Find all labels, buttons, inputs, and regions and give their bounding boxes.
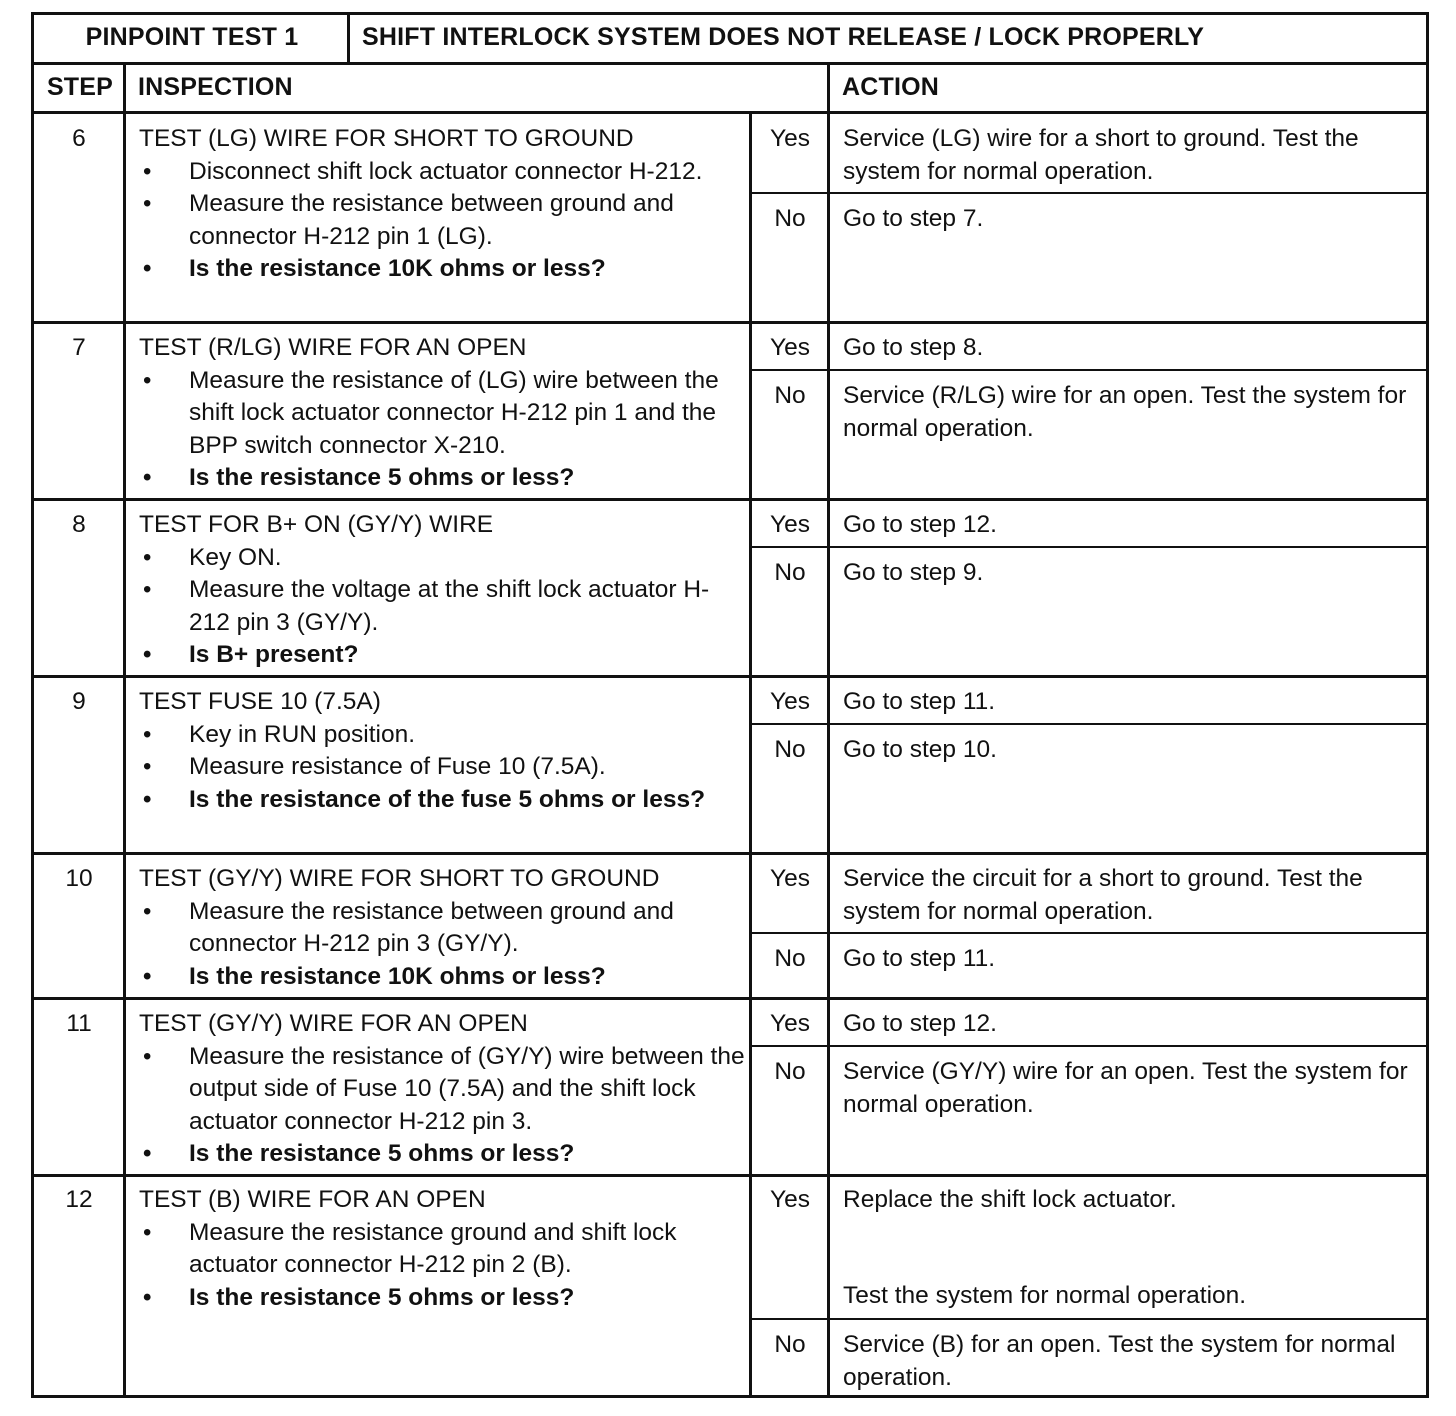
column-header-inspection: INSPECTION <box>138 73 293 101</box>
no-label: No <box>774 382 806 409</box>
step-number: 6 <box>72 125 86 152</box>
no-action: Go to step 10. <box>843 736 997 763</box>
inspection-question: • Is the resistance 5 ohms or less? <box>139 462 749 495</box>
step-number: 9 <box>72 688 86 715</box>
yes-action-followup: Test the system for normal operation. <box>843 1282 1247 1309</box>
column-header-rule <box>34 111 1426 114</box>
inspection-bullet: • Disconnect shift lock actuator connector H-212. <box>139 156 749 189</box>
inspection-question: • Is B+ present? <box>139 639 749 672</box>
inspection-bullet: • Measure the resistance of (GY/Y) wire between the output side of Fuse 10 (7.5A) and the shift lock actuator connector H-212 pin 3. <box>139 1041 749 1139</box>
yes-no-rule <box>749 723 1426 725</box>
no-label: No <box>774 1331 806 1358</box>
step-rule <box>34 498 1426 501</box>
inspection-cell <box>139 686 749 816</box>
yes-no-rule <box>749 1318 1426 1320</box>
inspection-bullet: • Key in RUN position. <box>139 719 749 752</box>
yes-no-rule <box>749 932 1426 934</box>
inspection-question: • Is the resistance 10K ohms or less? <box>139 253 749 286</box>
inspection-bullet: • Measure the voltage at the shift lock actuator H-212 pin 3 (GY/Y). <box>139 574 749 639</box>
step-title: TEST (GY/Y) WIRE FOR AN OPEN <box>139 1010 528 1037</box>
no-label: No <box>774 205 806 232</box>
yes-no-rule <box>749 369 1426 371</box>
no-action: Service (R/LG) wire for an open. Test the system for normal operation. <box>843 382 1407 442</box>
step-number: 10 <box>65 865 93 892</box>
yes-label: Yes <box>770 334 810 361</box>
inspection-cell <box>139 332 749 495</box>
yes-action: Go to step 12. <box>843 1010 997 1037</box>
yes-label: Yes <box>770 865 810 892</box>
step-title: TEST (LG) WIRE FOR SHORT TO GROUND <box>139 125 634 152</box>
inspection-question: • Is the resistance 5 ohms or less? <box>139 1138 749 1171</box>
step-title: TEST FUSE 10 (7.5A) <box>139 688 381 715</box>
yes-action: Go to step 12. <box>843 511 997 538</box>
step-title: TEST FOR B+ ON (GY/Y) WIRE <box>139 511 494 538</box>
header-rule <box>34 62 1426 65</box>
no-label: No <box>774 1058 806 1085</box>
inspection-question: • Is the resistance 10K ohms or less? <box>139 961 749 994</box>
yes-action: Replace the shift lock actuator. <box>843 1186 1177 1213</box>
inspection-bullet: • Measure the resistance between ground and connector H-212 pin 1 (LG). <box>139 188 749 253</box>
inspection-bullet: • Measure the resistance between ground and connector H-212 pin 3 (GY/Y). <box>139 896 749 961</box>
yes-action: Go to step 11. <box>843 688 996 715</box>
step-rule <box>34 321 1426 324</box>
no-label: No <box>774 945 806 972</box>
inspection-cell <box>139 863 749 993</box>
yes-action: Go to step 8. <box>843 334 984 361</box>
yes-label: Yes <box>770 511 810 538</box>
yes-label: Yes <box>770 688 810 715</box>
yes-label: Yes <box>770 1010 810 1037</box>
no-action: Go to step 7. <box>843 205 984 232</box>
step-rule <box>34 997 1426 1000</box>
yes-no-rule <box>749 192 1426 194</box>
column-header-action: ACTION <box>842 73 940 101</box>
test-title: SHIFT INTERLOCK SYSTEM DOES NOT RELEASE / LOCK PROPERLY <box>362 23 1205 51</box>
inspection-question: • Is the resistance 5 ohms or less? <box>139 1282 749 1315</box>
yes-label: Yes <box>770 125 810 152</box>
header-divider <box>347 15 350 65</box>
column-header-step: STEP <box>46 73 114 101</box>
yes-no-rule <box>749 546 1426 548</box>
step-number: 11 <box>66 1010 92 1037</box>
yes-no-rule <box>749 1045 1426 1047</box>
yes-action: Service (LG) wire for a short to ground. Test the system for normal operation. <box>843 125 1359 185</box>
no-action: Go to step 9. <box>843 559 984 586</box>
step-number: 8 <box>72 511 86 538</box>
inspection-bullet: • Measure resistance of Fuse 10 (7.5A). <box>139 751 749 784</box>
step-number: 12 <box>65 1186 93 1213</box>
inspection-bullet: • Key ON. <box>139 542 749 575</box>
step-number: 7 <box>72 334 86 361</box>
inspection-cell <box>139 123 749 286</box>
no-action: Service (B) for an open. Test the system for normal operation. <box>843 1331 1396 1391</box>
inspection-cell <box>139 509 749 672</box>
inspection-cell <box>139 1184 749 1314</box>
step-rule <box>34 1174 1426 1177</box>
inspection-bullet: • Measure the resistance ground and shift lock actuator connector H-212 pin 2 (B). <box>139 1217 749 1282</box>
no-label: No <box>774 736 806 763</box>
inspection-cell <box>139 1008 749 1171</box>
pinpoint-test-table <box>31 12 1429 1398</box>
yes-label: Yes <box>770 1186 810 1213</box>
step-title: TEST (B) WIRE FOR AN OPEN <box>139 1186 486 1213</box>
no-action: Go to step 11. <box>843 945 996 972</box>
no-label: No <box>774 559 806 586</box>
inspection-bullet: • Measure the resistance of (LG) wire between the shift lock actuator connector H-212 pin 1 and the BPP switch connector X-210. <box>139 365 749 463</box>
inspection-question: • Is the resistance of the fuse 5 ohms or less? <box>139 784 749 817</box>
step-title: TEST (GY/Y) WIRE FOR SHORT TO GROUND <box>139 865 660 892</box>
test-label: PINPOINT TEST 1 <box>85 23 299 51</box>
no-action: Service (GY/Y) wire for an open. Test the system for normal operation. <box>843 1058 1408 1118</box>
yes-action: Service the circuit for a short to ground. Test the system for normal operation. <box>843 865 1363 925</box>
step-rule <box>34 675 1426 678</box>
step-rule <box>34 852 1426 855</box>
step-title: TEST (R/LG) WIRE FOR AN OPEN <box>139 334 527 361</box>
